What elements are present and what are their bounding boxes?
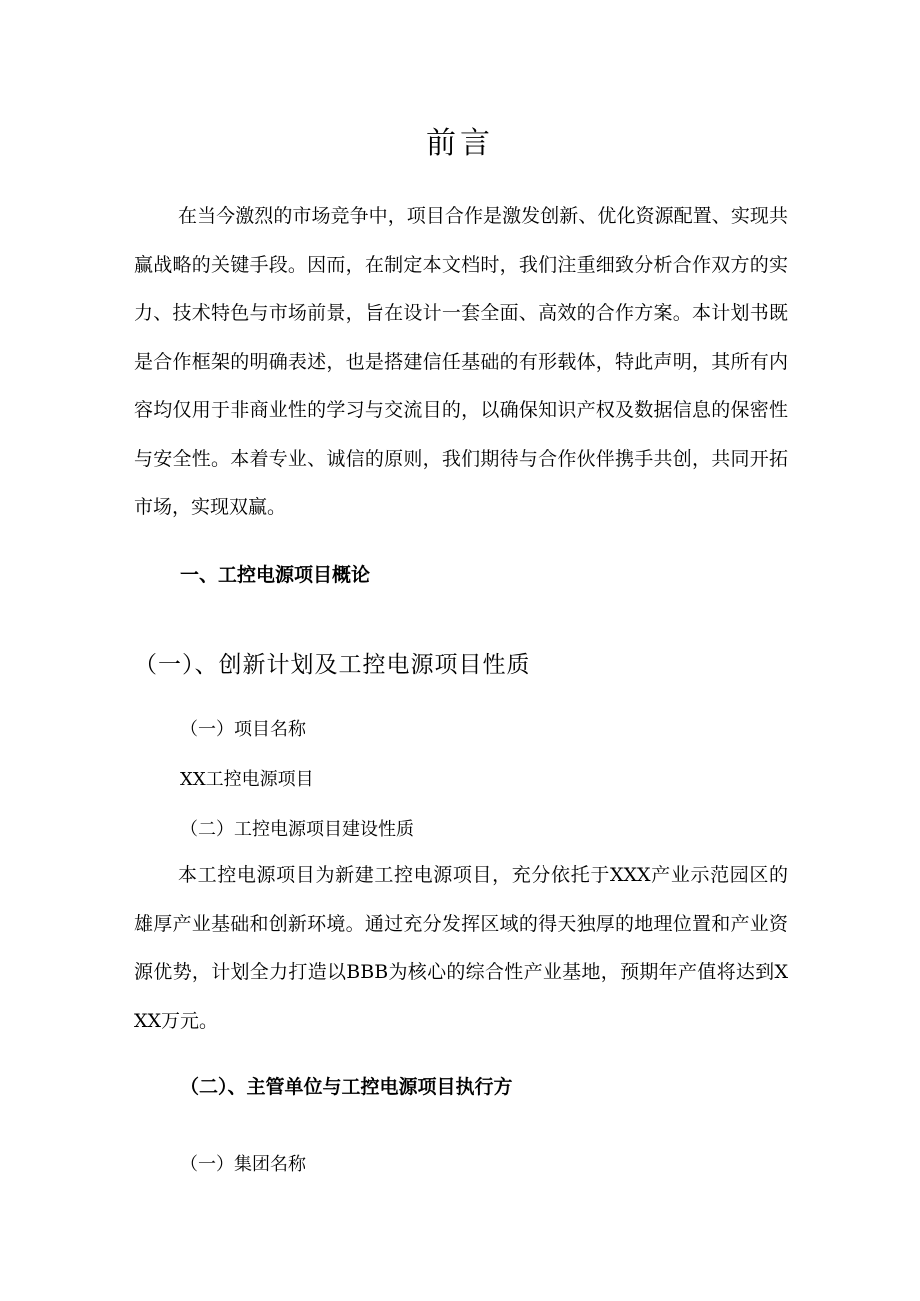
intro-paragraph: 在当今激烈的市场竞争中，项目合作是激发创新、优化资源配置、实现共赢战略的关键手段。因而，在制定本文档时，我们注重细致分析合作双方的实力、技术特色与市场前景，旨在设计一套全面、高效的合作方案。本计划书既是合作框架的明确表述，也是搭建信任基础的有形载体，特此声明，其所有内容均仅用于非商业性的学习与交流目的，以确保知识产权及数据信息的保密性与安全性。本着专业、诚信的原则，我们期待与合作伙伴携手共创，共同开拓市场，实现双赢。 (134, 205, 788, 518)
section-heading-overview: 一、工控电源项目概论 (180, 564, 371, 586)
construction-nature-label: （二）工控电源项目建设性质 (180, 819, 414, 840)
project-name-label: （一）项目名称 (180, 719, 306, 740)
subsection-heading-executing-party: （二）、主管单位与工控电源项目执行方 (180, 1076, 513, 1098)
subsection-heading-innovation-plan: （一）、创新计划及工控电源项目性质 (134, 652, 531, 678)
page-title: 前言 (426, 126, 494, 161)
construction-nature-paragraph: 本工控电源项目为新建工控电源项目，充分依托于XXX产业示范园区的雄厚产业基础和创新环境。通过充分发挥区域的得天独厚的地理位置和产业资源优势，计划全力打造以BBB为核心的综合性产业基地，预期年产值将达到XXX万元。 (134, 864, 788, 1032)
project-name-value: XX工控电源项目 (180, 769, 314, 790)
group-name-label: （一）集团名称 (180, 1154, 306, 1175)
